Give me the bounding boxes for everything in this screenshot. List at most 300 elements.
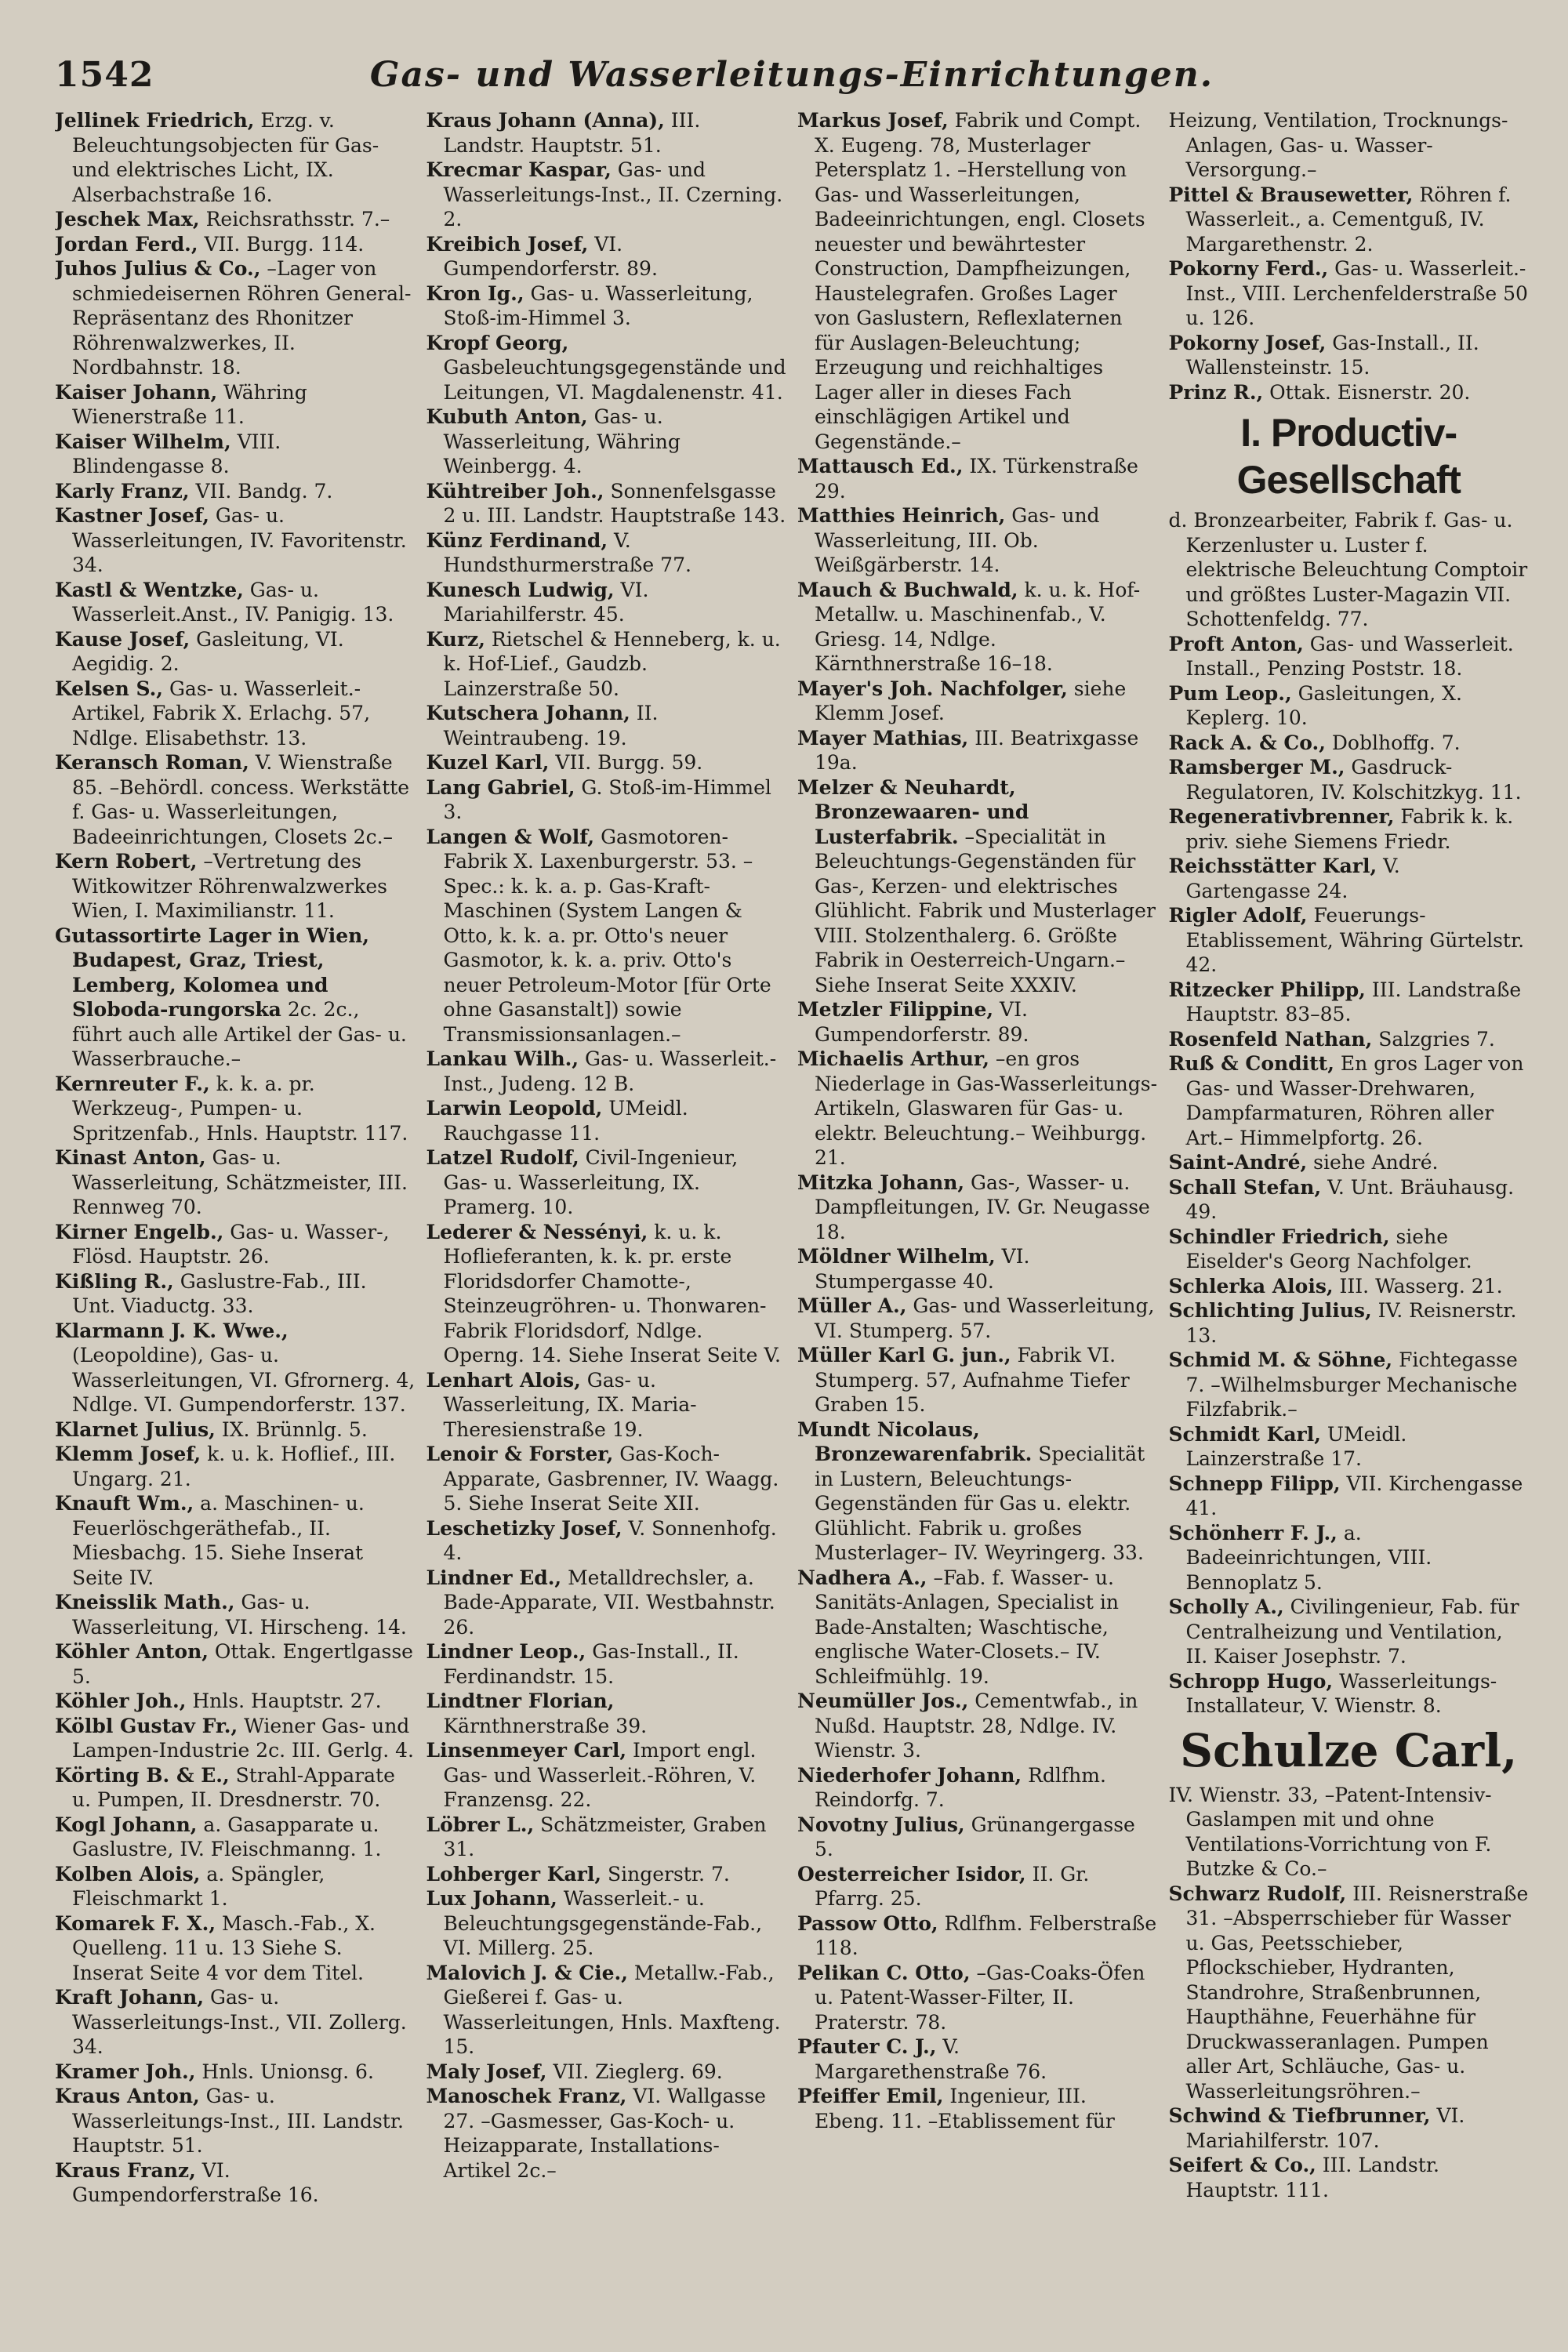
entry-details: V. Sonnenhofg. 4.	[443, 1516, 777, 1564]
entry-details: IX. Türkenstraße 29.	[815, 455, 1138, 503]
entry-details: Fichtegasse 7. –Wilhelmsburger Mechanische Filzfabrik.–	[1185, 1348, 1518, 1421]
entry-details: Wasserleitungs-Installateur, V. Wienstr. 8.	[1185, 1669, 1497, 1717]
entry-name: Schmid M. & Söhne,	[1168, 1348, 1393, 1371]
directory-entry	[426, 1566, 787, 1640]
entry-details: V. Gartengasse 24.	[1185, 855, 1400, 902]
entry-name: Markus Josef,	[797, 109, 949, 132]
directory-entry	[426, 1639, 787, 1689]
directory-entry	[55, 1072, 416, 1146]
entry-details: Gas- u. Wasserleitungs-Inst., VII. Zollerg. 34.	[72, 1986, 407, 2058]
entry-name: Proft Anton,	[1168, 632, 1304, 655]
directory-entry	[797, 1961, 1158, 2035]
directory-entry	[797, 997, 1158, 1047]
entry-name: Kölbl Gustav Fr.,	[55, 1714, 238, 1737]
directory-entry	[55, 2060, 416, 2085]
entry-details: Gas- u. Wasserleit.-Inst., VIII. Lerchenfelderstraße 50 u. 126.	[1185, 257, 1528, 329]
entry-name: Gutassortirte Lager in Wien, Budapest, Graz, Triest, Lemberg, Kolomea und Sloboda-rungorska	[55, 924, 369, 1021]
directory-entry	[797, 726, 1158, 775]
entry-name: Michaelis Arthur,	[797, 1047, 989, 1070]
entry-details: k. u. k. Hof-Metallw. u. Maschinenfab., V. Griesg. 14, Ndlge. Kärnthnerstraße 16–18.	[815, 578, 1141, 675]
entry-details: VII. Zieglerg. 69.	[546, 2060, 723, 2083]
entry-details: Salzgries 7.	[1372, 1027, 1495, 1051]
entry-details: Gas- u. Wasserleitung, IX. Maria-Theresienstraße 19.	[443, 1368, 697, 1441]
entry-details: En gros Lager von Gas- und Wasser-Drehwaren, Dampfarmaturen, Röhren aller Art.– Himmelpfortg. 26.	[1185, 1052, 1524, 1149]
entry-details: a. Gasapparate u. Gaslustre, IV. Fleischmanng. 1.	[72, 1813, 382, 1860]
entry-details: VII. Kirchengasse 41.	[1185, 1472, 1523, 1519]
directory-entry	[426, 1145, 787, 1220]
directory-entry	[55, 1590, 416, 1639]
directory-entry	[426, 1096, 787, 1145]
entry-name: Niederhofer Johann,	[797, 1763, 1022, 1787]
entry-details: Gas- u. Wasserleit.Anst., IV. Panigig. 13.	[72, 578, 394, 626]
entry-name: Jordan Ferd.,	[55, 232, 198, 256]
entry-details: (Leopoldine), Gas- u. Wasserleitungen, VI. Gfrornerg. 4, Ndlge. VI. Gumpendorferstr. 137.	[72, 1344, 416, 1416]
entry-name: Kreibich Josef,	[426, 232, 589, 256]
entry-name: Saint-André,	[1168, 1151, 1308, 1174]
entry-details: III. Reisnerstraße 31. –Absperrschieber für Wasser u. Gas, Peetsschieber, Pflockschieber, Hydranten, Standrohre, Straßenbrunnen, Haupthähne, Feuerhähne für Druckwasseranlagen. Pumpen aller Art, Schläuche, Gas- u. Wasserleitungsröhren.–	[1185, 1882, 1529, 2103]
directory-entry	[797, 1244, 1158, 1294]
directory-entry	[1169, 854, 1530, 903]
directory-entry	[55, 1985, 416, 2060]
directory-entry	[1169, 978, 1530, 1027]
directory-entry	[426, 2084, 787, 2183]
column-3	[797, 108, 1158, 2319]
entry-details: Gas- u. Wasserleitungen, IV. Favoritenstr. 34.	[72, 504, 407, 576]
entry-name: Scholly A.,	[1168, 1595, 1284, 1618]
entry-details: VIII. Blindengasse 8.	[72, 430, 281, 477]
entry-name: Kern Robert,	[55, 850, 198, 873]
directory-entry	[426, 1961, 787, 2060]
entry-details: UMeidl. Lainzerstraße 17.	[1185, 1422, 1407, 1470]
entry-name: Matthies Heinrich,	[797, 504, 1006, 527]
entry-name: Kernreuter F.,	[55, 1072, 210, 1095]
directory-entry	[1169, 1150, 1530, 1175]
directory-entry	[55, 256, 416, 380]
directory-entry	[426, 627, 787, 702]
directory-entry	[1169, 183, 1530, 257]
directory-entry	[797, 454, 1158, 503]
entry-name: Kutschera Johann,	[426, 702, 630, 724]
entry-details: Fabrik und Compt. X. Eugeng. 78, Musterlager Petersplatz 1. –Herstellung von Gas- und Wasserleitungen, Badeeinrichtungen, engl. Closets neuester und bewährtester Construction, Dampfheizungen, Haustelegrafen. Großes Lager von Gaslustern, Reflexlaternen für Auslagen-Beleuchtung; Erzeugung und reichhaltiges Lager aller in dieses Fach einschlägigen Artikel und Gegenstände.–	[815, 109, 1145, 453]
directory-entry	[797, 677, 1158, 726]
entry-details: Cementwfab., in Nußd. Hauptstr. 28, Ndlge. IV. Wienstr. 3.	[815, 1690, 1138, 1762]
directory-entry	[1169, 755, 1530, 804]
entry-name: Novotny Julius,	[797, 1813, 965, 1836]
entry-details: III. Landstr. Hauptstr. 111.	[1185, 2154, 1439, 2201]
entry-name: Kraus Franz,	[55, 2158, 196, 2182]
entry-details: Gas- u. Wasser-, Flösd. Hauptstr. 26.	[72, 1220, 390, 1268]
entry-details: Hnls. Hauptstr. 27.	[186, 1690, 382, 1712]
entry-details: V. Margarethenstraße 76.	[815, 2035, 1047, 2083]
directory-entry	[797, 1417, 1158, 1566]
entry-name: Rigler Adolf,	[1168, 904, 1308, 927]
directory-entry	[55, 578, 416, 627]
entry-details: III. Beatrixgasse 19a.	[815, 726, 1139, 774]
entry-name: Schropp Hugo,	[1168, 1669, 1334, 1693]
entry-name: Körting B. & E.,	[55, 1763, 230, 1787]
entry-name: Köhler Joh.,	[55, 1690, 187, 1712]
directory-entry	[55, 1319, 416, 1417]
directory-entry	[426, 1813, 787, 1862]
entry-name: Mayer Mathias,	[797, 726, 969, 750]
entry-name: Kirner Engelb.,	[55, 1220, 224, 1243]
directory-entry	[55, 1714, 416, 1763]
entry-details: VI. Wallgasse 27. –Gasmesser, Gas-Koch- u. Heizapparate, Installations-Artikel 2c.–	[443, 2085, 766, 2182]
entry-name: Reichsstätter Karl,	[1168, 855, 1377, 877]
entry-details: Gas-Install., II. Wallensteinstr. 15.	[1185, 331, 1479, 379]
entry-details: III. Landstraße Hauptstr. 83–85.	[1185, 978, 1522, 1025]
directory-entry	[1169, 2153, 1530, 2202]
entry-details: Civilingenieur, Fab. für Centralheizung und Ventilation, II. Kaiser Josephstr. 7.	[1185, 1595, 1519, 1668]
directory-entry	[797, 108, 1158, 454]
entry-details: Hnls. Unionsg. 6.	[195, 2060, 374, 2083]
entry-details: Gas- und Wasserleitung, VI. Stumperg. 57.	[815, 1294, 1155, 1342]
directory-entry	[797, 1862, 1158, 1911]
directory-entry	[1169, 1595, 1530, 1669]
entry-name: Lankau Wilh.,	[426, 1047, 579, 1070]
column-4	[1169, 108, 1530, 2319]
entry-name: Möldner Wilhelm,	[797, 1245, 996, 1268]
entry-name: Schönherr F. J.,	[1168, 1521, 1338, 1544]
directory-entry	[797, 2084, 1158, 2133]
entry-name: Latzel Rudolf,	[426, 1146, 579, 1169]
entry-name: Pokorny Josef,	[1168, 331, 1327, 354]
directory-entry	[1169, 1348, 1530, 1422]
entry-name: Nadhera A.,	[797, 1566, 927, 1589]
entry-name: Manoschek Franz,	[426, 2085, 627, 2107]
entry-details: VII. Bandg. 7.	[189, 479, 333, 503]
entry-name: Kause Josef,	[55, 627, 191, 651]
directory-entry	[1169, 108, 1530, 183]
entry-details: Gas- u. Wasserleit.-Inst., Judeng. 12 B.	[443, 1047, 777, 1095]
entry-name: Klarnet Julius,	[55, 1417, 216, 1441]
entry-name: Rack A. & Co.,	[1168, 731, 1326, 754]
entry-name: Regenerativbrenner,	[1168, 805, 1395, 828]
entry-name: Lindtner Florian,	[426, 1690, 615, 1712]
entry-name: Kißling R.,	[55, 1269, 174, 1293]
entry-name: Ritzecker Philipp,	[1168, 978, 1366, 1001]
directory-entry	[55, 1813, 416, 1862]
entry-details: Civil-Ingenieur, Gas- u. Wasserleitung, IX. Pramerg. 10.	[443, 1146, 739, 1218]
entry-details: Gasleitungen, X. Keplerg. 10.	[1185, 681, 1462, 729]
entry-details: –Gas-Coaks-Öfen u. Patent-Wasser-Filter, II. Praterstr. 78.	[815, 1961, 1145, 2034]
entry-name: Passow Otto,	[797, 1911, 938, 1935]
entry-details: VI. Gumpendorferstr. 89.	[815, 998, 1029, 1046]
directory-entry	[55, 1639, 416, 1689]
entry-name: Pfeiffer Emil,	[797, 2085, 944, 2107]
directory-entry	[1169, 903, 1530, 978]
entry-details: VI. Stumpergasse 40.	[815, 1245, 1030, 1293]
directory-entry	[1169, 804, 1530, 854]
directory-entry	[1169, 1274, 1530, 1299]
entry-details: Gas-Koch-Apparate, Gasbrenner, IV. Waagg. 5. Siehe Inserat Seite XII.	[443, 1443, 779, 1515]
entry-name: Oesterreicher Isidor,	[797, 1862, 1026, 1886]
entry-name: Müller Karl G. jun.,	[797, 1344, 1011, 1367]
entry-details: Fabrik k. k. priv. siehe Siemens Friedr.	[1185, 805, 1514, 853]
entry-name: Lindner Ed.,	[426, 1566, 562, 1589]
entry-name: Ruß & Conditt,	[1168, 1052, 1334, 1075]
entry-details: Erzg. v. Beleuchtungsobjecten für Gas- und elektrisches Licht, IX. Alserbachstraße 16.	[72, 109, 379, 206]
entry-name: Seifert & Co.,	[1168, 2154, 1316, 2176]
entry-name: Kaiser Johann,	[55, 380, 218, 404]
directory-entry	[426, 405, 787, 479]
directory-entry	[55, 924, 416, 1072]
directory-entry	[426, 528, 787, 578]
directory-entry	[55, 108, 416, 207]
entry-details: Gas-Install., II. Ferdinandstr. 15.	[443, 1640, 739, 1688]
directory-entry	[1169, 1472, 1530, 1521]
entry-name: Kaiser Wilhelm,	[55, 430, 231, 453]
entry-name: Kneisslik Math.,	[55, 1591, 235, 1613]
directory-entry	[426, 1047, 787, 1096]
entry-details: siehe Klemm Josef.	[815, 677, 1127, 724]
directory-entry	[1169, 681, 1530, 731]
page-title: Gas- und Wasserleitungs-Einrichtungen.	[369, 55, 1214, 95]
directory-entry	[426, 158, 787, 232]
display-heading: I. Productiv-Gesellschaft	[1236, 411, 1461, 502]
entry-name: Kuzel Karl,	[426, 751, 550, 774]
entry-details: siehe André.	[1307, 1151, 1439, 1174]
directory-entry	[1169, 1521, 1530, 1595]
directory-entry	[1169, 731, 1530, 756]
directory-entry	[797, 1911, 1158, 1961]
entry-name: Lux Johann,	[426, 1887, 557, 1910]
entry-details: Grünangergasse 5.	[815, 1813, 1135, 1860]
entry-name: Karly Franz,	[55, 479, 190, 503]
entry-details: 2c. 2c., führt auch alle Artikel der Gas- u. Wasserbrauche.–	[72, 998, 407, 1070]
entry-details: III. Wasserg. 21.	[1333, 1274, 1503, 1298]
directory-entry	[797, 503, 1158, 578]
entry-details: siehe Eiselder's Georg Nachfolger.	[1185, 1225, 1472, 1272]
directory-entry	[797, 2034, 1158, 2084]
entry-details: Gas- u. Wasserleitung, Währing Weinbergg. 4.	[443, 405, 681, 477]
entry-details: Gas- u. Wasserleitung, Schätzmeister, III. Rennweg 70.	[72, 1146, 408, 1218]
entry-details: Import engl. Gas- und Wasserleit.-Röhren, V. Franzensg. 22.	[443, 1739, 757, 1811]
entry-details: Gasleitung, VI. Aegidig. 2.	[72, 627, 344, 675]
entry-details: Kärnthnerstraße 39.	[443, 1714, 648, 1737]
entry-details: Gas- und Wasserleit. Install., Penzing Poststr. 18.	[1185, 632, 1514, 680]
entry-name: Schnepp Filipp,	[1168, 1472, 1341, 1495]
entry-details: Gas- und Wasserleitungs-Inst., II. Czerning. 2.	[443, 158, 783, 230]
directory-entry	[426, 281, 787, 331]
entry-name: Juhos Julius & Co.,	[55, 257, 261, 280]
entry-details: VI. Mariahilferstr. 107.	[1185, 2104, 1465, 2152]
entry-name: Pum Leop.,	[1168, 681, 1292, 705]
entry-name: Schlichting Julius,	[1168, 1299, 1372, 1322]
entry-details: VI. Mariahilferstr. 45.	[443, 578, 649, 626]
entry-name: Kinast Anton,	[55, 1146, 206, 1169]
display-heading: Schulze Carl,	[1180, 1723, 1518, 1777]
entry-name: Kastl & Wentzke,	[55, 578, 244, 601]
entry-name: Pelikan C. Otto,	[797, 1961, 971, 1984]
entry-details: Fabrik VI. Stumperg. 57, Aufnahme Tiefer Graben 15.	[815, 1344, 1130, 1416]
entry-details: IV. Wienstr. 33, –Patent-Intensiv-Gaslampen mit und ohne Ventilations-Vorrichtung von F. Butzke & Co.–	[1168, 1783, 1492, 1880]
entry-details: –en gros Niederlage in Gas-Wasserleitungs-Artikeln, Glaswaren für Gas- u. elektr. Beleuchtung.– Weihburgg. 21.	[815, 1047, 1158, 1169]
directory-entry	[426, 1368, 787, 1443]
entry-name: Ramsberger M.,	[1168, 756, 1345, 779]
entry-details: II. Weintraubeng. 19.	[443, 702, 659, 750]
entry-name: Künz Ferdinand,	[426, 528, 608, 552]
entry-details: Metalldrechsler, a. Bade-Apparate, VII. Westbahnstr. 26.	[443, 1566, 775, 1639]
directory-entry	[1169, 632, 1530, 681]
entry-details: d. Bronzearbeiter, Fabrik f. Gas- u. Kerzenluster u. Luster f. elektrische Beleuchtung Comptoir und größtes Luster-Magazin VII. Schottenfeldg. 77.	[1168, 509, 1528, 630]
entry-name: Müller A.,	[797, 1294, 907, 1317]
directory-entry	[797, 1047, 1158, 1171]
entry-details: V. Wienstraße 85. –Behördl. concess. Werkstätte f. Gas- u. Wasserleitungen, Badeeinrichtungen, Closets 2c.–	[72, 751, 410, 848]
entry-name: Kogl Johann,	[55, 1813, 198, 1836]
entry-details: –Vertretung des Witkowitzer Röhrenwalzwerkes Wien, I. Maximilianstr. 11.	[72, 850, 388, 922]
entry-details: a. Spängler, Fleischmarkt 1.	[72, 1862, 325, 1910]
entry-details: Ottak. Eisnerstr. 20.	[1263, 380, 1471, 404]
directory-entry	[1169, 331, 1530, 380]
entry-details: Gasdruck-Regulatoren, IV. Kolschitzkyg. 11.	[1185, 756, 1522, 804]
directory-entry	[55, 849, 416, 924]
column-2	[426, 108, 787, 2319]
directory-entry	[797, 578, 1158, 677]
entry-details: Wasserleit.- u. Beleuchtungsgegenstände-Fab., VI. Millerg. 25.	[443, 1887, 763, 1959]
entry-name: Schwind & Tiefbrunner,	[1168, 2104, 1431, 2127]
entry-details: V. Unt. Bräuhausg. 49.	[1185, 1175, 1515, 1223]
entry-name: Maly Josef,	[426, 2060, 547, 2083]
entry-details: II. Gr. Pfarrg. 25.	[815, 1862, 1090, 1910]
column-1	[55, 108, 416, 2319]
directory-entry	[426, 701, 787, 750]
directory-entry	[1169, 508, 1530, 632]
directory-entry	[426, 1886, 787, 1961]
directory-entry	[797, 1171, 1158, 1245]
directory-entry	[426, 479, 787, 528]
directory-entry	[55, 1269, 416, 1319]
directory-entry	[55, 1220, 416, 1269]
directory-entry	[1169, 1225, 1530, 1274]
entry-name: Kühtreiber Joh.,	[426, 479, 604, 503]
entry-name: Metzler Filippine,	[797, 998, 994, 1021]
entry-name: Schmidt Karl,	[1168, 1422, 1321, 1446]
directory-entry	[55, 1442, 416, 1491]
entry-name: Kastner Josef,	[55, 504, 209, 527]
directory-entry	[55, 627, 416, 677]
entry-details: Strahl-Apparate u. Pumpen, II. Dresdnerstr. 70.	[72, 1763, 395, 1811]
entry-details: IV. Reisnerstr. 13.	[1185, 1299, 1517, 1347]
entry-details: Gaslustre-Fab., III. Unt. Viaductg. 33.	[72, 1269, 367, 1317]
entry-name: Kunesch Ludwig,	[426, 578, 615, 601]
entry-name: Schlerka Alois,	[1168, 1274, 1334, 1298]
entry-details: Währing Wienerstraße 11.	[72, 380, 307, 428]
entry-name: Kraus Johann (Anna),	[426, 109, 665, 132]
directory-entry	[426, 578, 787, 627]
directory-entry	[55, 503, 416, 578]
entry-details: VII. Burgg. 59.	[549, 751, 703, 774]
entry-name: Kolben Alois,	[55, 1862, 201, 1886]
entry-name: Mauch & Buchwald,	[797, 578, 1018, 601]
entry-details: Sonnenfelsgasse 2 u. III. Landstr. Hauptstraße 143.	[443, 479, 786, 527]
directory-entry	[426, 1442, 787, 1516]
entry-name: Prinz R.,	[1168, 380, 1264, 404]
directory-entry	[1169, 1298, 1530, 1348]
entry-details: Wiener Gas- und Lampen-Industrie 2c. III. Gerlg. 4.	[72, 1714, 414, 1762]
entry-name: Kubuth Anton,	[426, 405, 588, 428]
directory-entry	[55, 232, 416, 257]
entry-details: Masch.-Fab., X. Quelleng. 11 u. 13 Siehe S. Inserat Seite 4 vor dem Titel.	[72, 1911, 376, 1984]
directory-entry	[55, 677, 416, 751]
entry-name: Pokorny Ferd.,	[1168, 257, 1329, 280]
entry-name: Pittel & Brausewetter,	[1168, 183, 1414, 206]
entry-details: a. Badeeinrichtungen, VIII. Bennoplatz 5.	[1185, 1521, 1432, 1594]
entry-details: Metallw.-Fab., Gießerei f. Gas- u. Wasserleitungen, Hnls. Maxfteng. 15.	[443, 1961, 781, 2058]
entry-details: VII. Burgg. 114.	[198, 232, 365, 256]
entry-details: G. Stoß-im-Himmel 3.	[443, 775, 771, 823]
entry-details: Gasbeleuchtungsgegenstände und Leitungen, VI. Magdalenenstr. 41.	[443, 356, 786, 404]
entry-name: Leschetizky Josef,	[426, 1516, 622, 1540]
entry-name: Klemm Josef,	[55, 1443, 201, 1465]
entry-name: Lederer & Nessényi,	[426, 1220, 648, 1243]
directory-entry	[55, 1417, 416, 1443]
entry-name: Keransch Roman,	[55, 751, 249, 774]
entry-name: Lenhart Alois,	[426, 1368, 581, 1392]
directory-entry	[426, 2060, 787, 2085]
directory-columns	[55, 108, 1529, 2319]
entry-details: III. Landstr. Hauptstr. 51.	[443, 109, 701, 157]
directory-entry	[426, 232, 787, 281]
directory-entry	[55, 2158, 416, 2208]
directory-entry	[55, 2084, 416, 2158]
directory-entry	[55, 430, 416, 479]
entry-name: Kraus Anton,	[55, 2085, 200, 2107]
entry-name: Kron Ig.,	[426, 281, 524, 305]
page-header	[55, 55, 1529, 102]
entry-name: Kelsen S.,	[55, 677, 164, 700]
entry-name: Kraft Johann,	[55, 1986, 205, 2009]
directory-entry	[55, 380, 416, 430]
entry-name: Pfauter C. J.,	[797, 2035, 937, 2058]
entry-details: Rietschel & Henneberg, k. u. k. Hof-Lief., Gaudzb. Lainzerstraße 50.	[443, 627, 781, 700]
directory-entry	[1169, 256, 1530, 331]
entry-details: Specialität in Lustern, Beleuchtungs-Gegenständen für Gas u. elektr. Glühlicht. Fabrik u. großes Musterlager– IV. Weyringerg. 33.	[815, 1443, 1145, 1564]
directory-entry	[426, 1220, 787, 1368]
directory-entry	[1169, 1669, 1530, 1719]
directory-entry	[55, 1491, 416, 1590]
entry-details: Gas- u. Wasserleitung, VI. Hirscheng. 14.	[72, 1591, 407, 1639]
entry-details: a. Maschinen- u. Feuerlöschgeräthefab., II. Miesbachg. 15. Siehe Inserat Seite IV.	[72, 1492, 365, 1589]
directory-entry	[1169, 1175, 1530, 1225]
directory-entry	[797, 1343, 1158, 1417]
entry-details: k. k. a. pr. Werkzeug-, Pumpen- u. Spritzenfab., Hnls. Hauptstr. 117.	[72, 1072, 408, 1145]
directory-entry	[426, 775, 787, 825]
entry-name: Mayer's Joh. Nachfolger,	[797, 677, 1068, 700]
entry-details: Reichsrathsstr. 7.–	[199, 208, 390, 230]
directory-entry	[1169, 2103, 1530, 2153]
entry-details: Feuerungs-Etablissement, Währing Gürtelstr. 42.	[1185, 904, 1525, 976]
entry-name: Linsenmeyer Carl,	[426, 1739, 627, 1762]
entry-name: Jeschek Max,	[55, 208, 200, 230]
entry-details: UMeidl. Rauchgasse 11.	[443, 1097, 688, 1145]
directory-entry	[797, 1813, 1158, 1862]
directory-entry	[55, 750, 416, 849]
directory-entry	[426, 750, 787, 775]
entry-details: k. u. k. Hoflief., III. Ungarg. 21.	[72, 1443, 396, 1490]
entry-name: Köhler Anton,	[55, 1640, 209, 1663]
entry-name: Schwarz Rudolf,	[1168, 1882, 1347, 1905]
entry-details: Ottak. Engertlgasse 5.	[72, 1640, 413, 1688]
directory-entry	[426, 331, 787, 405]
entry-details: Ingenieur, III. Ebeng. 11. –Etablissement für	[815, 2085, 1115, 2132]
entry-details: Röhren f. Wasserleit., a. Cementguß, IV. Margarethenstr. 2.	[1185, 183, 1512, 256]
directory-entry	[426, 1516, 787, 1566]
entry-details: –Lager von schmiedeisernen Röhren General-Repräsentanz des Rhonitzer Röhrenwalzwerkes, II. Nordbahnstr. 18.	[72, 257, 412, 379]
directory-entry	[55, 1689, 416, 1714]
directory-entry	[797, 775, 1158, 998]
directory-entry	[1169, 1882, 1530, 2104]
